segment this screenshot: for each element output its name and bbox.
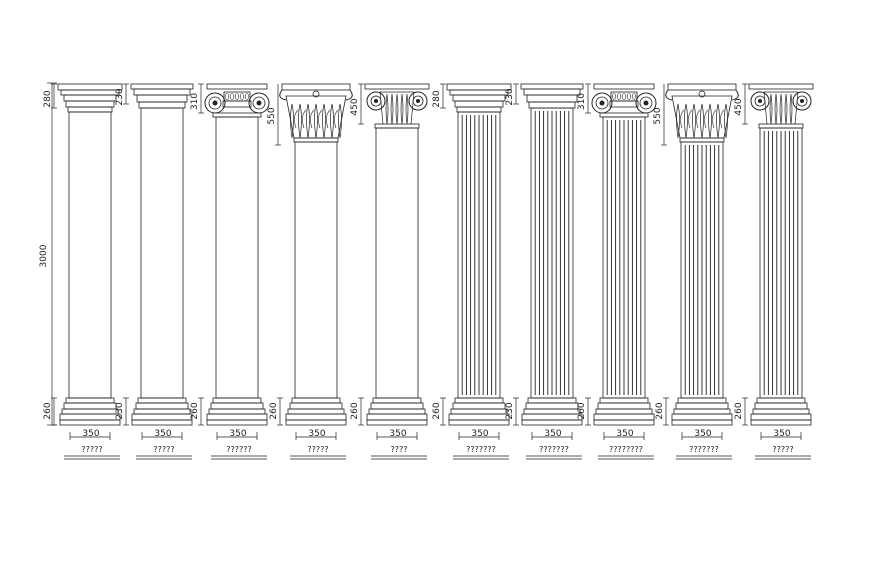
cap-height-label: 450 bbox=[734, 98, 744, 116]
bell bbox=[286, 96, 346, 138]
capital-doric bbox=[58, 84, 122, 112]
base-torus-lower bbox=[60, 414, 120, 420]
column-dimensions bbox=[350, 84, 417, 440]
column-dimensions bbox=[734, 84, 801, 440]
acanthus-leaf bbox=[323, 104, 326, 138]
base-torus-lower bbox=[594, 414, 654, 420]
capital-doric bbox=[447, 84, 511, 112]
plinth bbox=[594, 420, 654, 425]
abacus bbox=[521, 84, 583, 89]
echinus bbox=[450, 90, 508, 95]
cap-height-label: 280 bbox=[43, 90, 53, 108]
base-fillet bbox=[757, 398, 805, 403]
echinus bbox=[134, 89, 190, 95]
base-height-label: 230 bbox=[115, 402, 125, 420]
astragal bbox=[759, 124, 803, 128]
acanthus-curl bbox=[294, 110, 298, 128]
necking bbox=[453, 95, 505, 101]
collar bbox=[527, 95, 577, 102]
acanthus-leaf bbox=[396, 94, 398, 124]
base-height-label: 260 bbox=[190, 402, 200, 420]
acanthus-leaf bbox=[693, 104, 696, 138]
acanthus-leaf bbox=[717, 104, 720, 138]
acanthus-curl bbox=[334, 110, 338, 128]
column-3 bbox=[190, 84, 269, 459]
column-base bbox=[594, 398, 654, 425]
cap-height-label: 550 bbox=[267, 107, 277, 125]
column-caption: ??????? bbox=[539, 445, 569, 454]
column-dimensions bbox=[653, 84, 722, 440]
collar bbox=[137, 95, 187, 102]
base-fillet bbox=[678, 398, 726, 403]
width-label: 350 bbox=[616, 429, 634, 439]
base-height-label: 260 bbox=[655, 402, 665, 420]
column-dimensions bbox=[115, 84, 182, 440]
acanthus-leaf bbox=[709, 104, 712, 138]
astragal bbox=[600, 113, 648, 117]
base-torus-upper bbox=[755, 403, 807, 409]
plinth bbox=[207, 420, 267, 425]
abacus bbox=[594, 84, 654, 89]
column-8 bbox=[577, 84, 656, 459]
base-torus-upper bbox=[371, 403, 423, 409]
capital-corinthian bbox=[666, 84, 739, 142]
echinus-band bbox=[610, 101, 638, 107]
base-torus-lower bbox=[672, 414, 732, 420]
base-height-label: 260 bbox=[577, 402, 587, 420]
cap-height-label: 450 bbox=[350, 98, 360, 116]
width-label: 350 bbox=[229, 429, 247, 439]
base-scotia bbox=[209, 409, 265, 414]
plinth bbox=[672, 420, 732, 425]
egg bbox=[622, 94, 626, 100]
acanthus-leaf bbox=[685, 104, 688, 138]
column-base bbox=[522, 398, 582, 425]
acanthus-curl bbox=[318, 110, 322, 128]
shaft bbox=[376, 128, 418, 398]
column-caption: ???????? bbox=[609, 445, 643, 454]
acanthus-curl bbox=[326, 110, 330, 128]
base-torus-lower bbox=[522, 414, 582, 420]
column-caption: ????? bbox=[307, 445, 329, 454]
abacus bbox=[131, 84, 193, 89]
column-base bbox=[132, 398, 192, 425]
acanthus-leaf bbox=[770, 94, 772, 124]
column-dimensions bbox=[190, 84, 257, 440]
base-height-label: 260 bbox=[350, 402, 360, 420]
width-label: 350 bbox=[694, 429, 712, 439]
base-scotia bbox=[288, 409, 344, 414]
egg bbox=[627, 94, 631, 100]
width-label: 350 bbox=[154, 429, 172, 439]
column-base bbox=[672, 398, 732, 425]
acanthus-leaf bbox=[391, 94, 393, 124]
column-base bbox=[367, 398, 427, 425]
column-dimensions bbox=[267, 84, 336, 440]
base-torus-upper bbox=[526, 403, 578, 409]
base-torus-lower bbox=[449, 414, 509, 420]
helix-left bbox=[666, 90, 672, 100]
acanthus-curl bbox=[696, 110, 700, 128]
abacus bbox=[365, 84, 429, 89]
base-fillet bbox=[455, 398, 503, 403]
acanthus-curl bbox=[704, 110, 708, 128]
volute-left-eye bbox=[374, 99, 378, 103]
plinth bbox=[132, 420, 192, 425]
capital-tuscan bbox=[131, 84, 193, 108]
volute-right-eye bbox=[644, 101, 649, 106]
shaft bbox=[295, 142, 337, 398]
egg bbox=[240, 94, 244, 100]
acanthus-leaf bbox=[775, 94, 777, 124]
base-scotia bbox=[134, 409, 190, 414]
acanthus-leaf bbox=[315, 104, 318, 138]
column-dimensions bbox=[43, 84, 110, 440]
base-height-label: 230 bbox=[505, 402, 515, 420]
column-6 bbox=[432, 84, 511, 459]
astragal bbox=[66, 101, 114, 107]
cap-height-label: 310 bbox=[577, 92, 587, 111]
astragal bbox=[375, 124, 419, 128]
cap-height-label: 550 bbox=[653, 107, 663, 125]
column-2 bbox=[115, 84, 193, 459]
base-height-label: 260 bbox=[432, 402, 442, 420]
width-label: 350 bbox=[82, 429, 100, 439]
cap-height-label: 280 bbox=[432, 90, 442, 108]
column-caption: ??????? bbox=[689, 445, 719, 454]
column-caption: ????? bbox=[153, 445, 175, 454]
column-caption: ????? bbox=[772, 445, 794, 454]
base-torus-lower bbox=[207, 414, 267, 420]
base-torus-upper bbox=[453, 403, 505, 409]
acanthus-leaf bbox=[299, 104, 302, 138]
base-scotia bbox=[596, 409, 652, 414]
base-torus-upper bbox=[64, 403, 116, 409]
astragal bbox=[294, 138, 338, 142]
abacus bbox=[58, 84, 122, 90]
egg bbox=[632, 94, 636, 100]
volute-left-eye bbox=[600, 101, 605, 106]
acanthus-curl bbox=[688, 110, 692, 128]
cap-height-label: 310 bbox=[190, 92, 200, 111]
acanthus-leaf bbox=[386, 94, 388, 124]
acanthus-leaf bbox=[401, 94, 403, 124]
column-4 bbox=[267, 84, 352, 459]
capital-tuscan bbox=[521, 84, 583, 108]
base-scotia bbox=[753, 409, 809, 414]
base-scotia bbox=[62, 409, 118, 414]
width-label: 350 bbox=[308, 429, 326, 439]
height-dim-label: 3000 bbox=[39, 244, 49, 268]
astragal bbox=[529, 102, 575, 108]
shaft bbox=[216, 117, 258, 398]
volute-right-eye bbox=[416, 99, 420, 103]
acanthus-curl bbox=[680, 110, 684, 128]
base-torus-lower bbox=[367, 414, 427, 420]
cap-height-label: 230 bbox=[505, 88, 515, 106]
capital-composite bbox=[365, 84, 429, 128]
abacus bbox=[207, 84, 267, 89]
width-label: 350 bbox=[389, 429, 407, 439]
column-caption: ????? bbox=[81, 445, 103, 454]
egg bbox=[230, 94, 234, 100]
astragal bbox=[213, 113, 261, 117]
acanthus-curl bbox=[712, 110, 716, 128]
column-caption: ???? bbox=[390, 445, 408, 454]
base-torus-upper bbox=[676, 403, 728, 409]
acanthus-leaf bbox=[406, 94, 408, 124]
base-torus-upper bbox=[290, 403, 342, 409]
base-scotia bbox=[524, 409, 580, 414]
base-torus-upper bbox=[136, 403, 188, 409]
plinth bbox=[60, 420, 120, 425]
base-torus-upper bbox=[598, 403, 650, 409]
collar bbox=[68, 107, 112, 112]
volute-left-eye bbox=[213, 101, 218, 106]
capital-corinthian bbox=[280, 84, 353, 142]
volute-left-eye bbox=[758, 99, 762, 103]
column-1 bbox=[43, 84, 122, 459]
plinth bbox=[286, 420, 346, 425]
column-base bbox=[207, 398, 267, 425]
column-caption: ?????? bbox=[226, 445, 252, 454]
egg bbox=[245, 94, 249, 100]
base-torus-lower bbox=[132, 414, 192, 420]
base-fillet bbox=[292, 398, 340, 403]
base-scotia bbox=[674, 409, 730, 414]
base-fillet bbox=[213, 398, 261, 403]
capital-ionic bbox=[592, 84, 656, 117]
capital-composite bbox=[749, 84, 813, 128]
abacus bbox=[749, 84, 813, 89]
astragal bbox=[680, 138, 724, 142]
column-9 bbox=[653, 84, 738, 459]
capital-ionic bbox=[205, 84, 269, 117]
necking bbox=[64, 95, 116, 101]
base-scotia bbox=[451, 409, 507, 414]
base-fillet bbox=[138, 398, 186, 403]
width-label: 350 bbox=[471, 429, 489, 439]
column-base bbox=[449, 398, 509, 425]
base-fillet bbox=[373, 398, 421, 403]
egg bbox=[225, 94, 229, 100]
collar bbox=[457, 107, 501, 112]
width-label: 350 bbox=[544, 429, 562, 439]
egg bbox=[235, 94, 239, 100]
column-10 bbox=[734, 84, 813, 459]
acanthus-curl bbox=[310, 110, 314, 128]
plinth bbox=[449, 420, 509, 425]
column-dimensions bbox=[432, 84, 499, 440]
bell bbox=[672, 96, 732, 138]
column-base bbox=[751, 398, 811, 425]
shaft bbox=[69, 112, 111, 398]
column-7 bbox=[505, 84, 583, 459]
echinus bbox=[61, 90, 119, 95]
volute-right-eye bbox=[257, 101, 262, 106]
base-torus-upper bbox=[211, 403, 263, 409]
echinus bbox=[524, 89, 580, 95]
shaft bbox=[141, 108, 183, 398]
base-torus-lower bbox=[286, 414, 346, 420]
volute-right-eye bbox=[800, 99, 804, 103]
astragal bbox=[455, 101, 503, 107]
base-torus-lower bbox=[751, 414, 811, 420]
columns-group bbox=[43, 84, 813, 459]
abacus bbox=[668, 84, 736, 90]
cap-height-label: 230 bbox=[115, 88, 125, 106]
echinus-band bbox=[223, 101, 251, 107]
acanthus-curl bbox=[302, 110, 306, 128]
base-fillet bbox=[66, 398, 114, 403]
acanthus-leaf bbox=[785, 94, 787, 124]
column-base bbox=[286, 398, 346, 425]
plinth bbox=[367, 420, 427, 425]
base-fillet bbox=[600, 398, 648, 403]
width-label: 350 bbox=[773, 429, 791, 439]
helix-left bbox=[280, 90, 286, 100]
base-height-label: 260 bbox=[269, 402, 279, 420]
acanthus-leaf bbox=[307, 104, 310, 138]
base-fillet bbox=[528, 398, 576, 403]
egg bbox=[617, 94, 621, 100]
abacus bbox=[282, 84, 350, 90]
abacus bbox=[447, 84, 511, 90]
column-dimensions bbox=[505, 84, 572, 440]
egg bbox=[612, 94, 616, 100]
base-height-label: 260 bbox=[43, 402, 53, 420]
acanthus-curl bbox=[720, 110, 724, 128]
acanthus-leaf bbox=[701, 104, 704, 138]
plinth bbox=[751, 420, 811, 425]
acanthus-leaf bbox=[790, 94, 792, 124]
base-height-label: 260 bbox=[734, 402, 744, 420]
acanthus-leaf bbox=[331, 104, 334, 138]
base-scotia bbox=[369, 409, 425, 414]
column-base bbox=[60, 398, 120, 425]
overall-height-dimension bbox=[39, 83, 57, 425]
plinth bbox=[522, 420, 582, 425]
column-caption: ??????? bbox=[466, 445, 496, 454]
column-5 bbox=[350, 84, 429, 459]
column-dimensions bbox=[577, 84, 644, 440]
astragal bbox=[139, 102, 185, 108]
acanthus-leaf bbox=[780, 94, 782, 124]
